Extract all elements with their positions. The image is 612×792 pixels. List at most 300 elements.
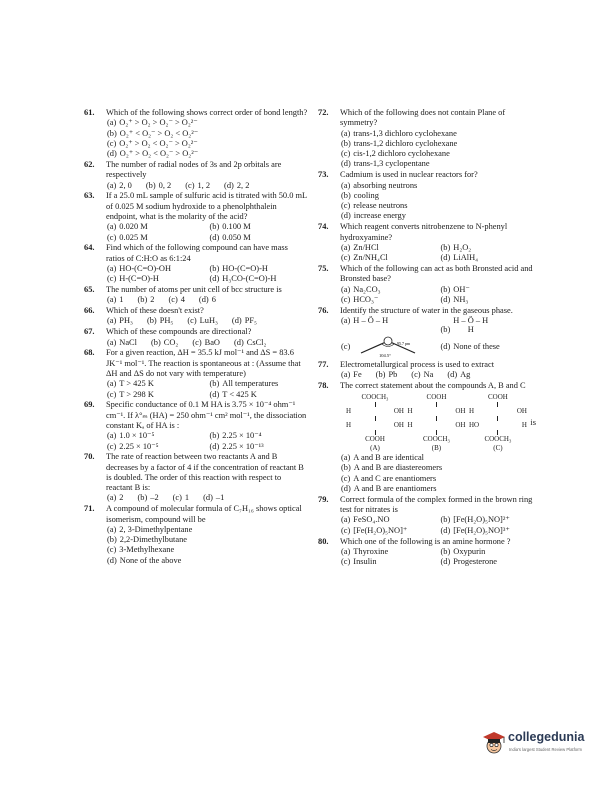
question-71 — [84, 504, 308, 566]
option-label: (a) — [107, 379, 117, 389]
option-c[interactable] — [185, 181, 210, 191]
option-c[interactable] — [341, 474, 536, 484]
question-63 — [84, 191, 308, 242]
option-label: (a) — [107, 180, 117, 190]
option-label: (d) — [341, 211, 351, 221]
option-a[interactable] — [341, 243, 437, 253]
option-d[interactable] — [441, 295, 537, 305]
option-label: (c) — [107, 389, 117, 399]
option-text: 2.25 × 10⁻⁵ — [119, 441, 159, 451]
option-text: OH⁻ — [453, 284, 470, 294]
question-text: The number of radial nodes of 3s and 2p orbitals are respectively — [106, 159, 282, 180]
option-label: (c) — [341, 253, 351, 263]
options-list — [106, 431, 308, 452]
question-text: Which one of the following is an amine hormone ? — [340, 536, 511, 546]
option-d[interactable] — [441, 526, 537, 536]
option-b[interactable] — [441, 316, 537, 335]
option-a[interactable] — [107, 525, 308, 535]
option-text: H – Ö – H — [453, 315, 489, 325]
option-d[interactable] — [441, 557, 537, 567]
option-a[interactable] — [341, 285, 437, 295]
option-c[interactable] — [341, 149, 536, 159]
options-list — [106, 264, 308, 285]
option-label: (a) — [341, 370, 351, 380]
option-c[interactable] — [411, 370, 433, 380]
stereocenter-row — [469, 421, 527, 430]
option-b[interactable] — [137, 493, 158, 503]
option-c[interactable] — [341, 335, 437, 359]
question-69 — [84, 400, 308, 451]
option-label: (b) — [107, 535, 117, 545]
option-text: PF₅ — [244, 316, 257, 326]
question-79 — [318, 495, 536, 536]
option-label: (b) — [375, 370, 386, 380]
right-column — [318, 108, 536, 568]
option-label: (b) — [440, 515, 451, 525]
option-label: (b) — [150, 337, 161, 347]
option-label: (c) — [107, 232, 117, 242]
left-column — [84, 108, 308, 567]
option-label: (b) — [341, 190, 351, 200]
option-b[interactable] — [151, 338, 178, 348]
option-a[interactable] — [107, 431, 206, 441]
bond-length-label: 95.7 pm — [397, 341, 411, 347]
option-text: Thyroxine — [353, 546, 389, 556]
option-text: 0.020 M — [119, 222, 148, 232]
left-group: H — [407, 407, 413, 416]
question-number: 63. — [84, 191, 95, 201]
question-text: If a 25.0 mL sample of sulfuric acid is titrated with 50.0 mL of 0.025 M sodium hydroxide to a phenolphthalein endpoint, what is the molarity of the acid? — [106, 191, 307, 221]
option-d[interactable] — [203, 493, 224, 503]
question-number: 75. — [318, 263, 329, 273]
top-group: COOH — [426, 393, 447, 402]
fischer-projection — [469, 393, 527, 453]
option-text: H₃CO-(C=O)-H — [222, 274, 277, 284]
option-label: (a) — [107, 316, 117, 326]
option-label: (b) — [440, 546, 451, 556]
option-c[interactable] — [341, 557, 437, 567]
option-b[interactable] — [376, 370, 398, 380]
option-text: 0.050 M — [222, 232, 251, 242]
option-label: (a) — [107, 337, 117, 347]
option-label: (d) — [440, 342, 451, 352]
option-d[interactable] — [107, 556, 308, 566]
options-list — [340, 515, 536, 536]
option-a[interactable] — [107, 222, 206, 232]
option-text: trans-1,2 dichloro cyclohexane — [353, 138, 458, 148]
option-text: 1 — [119, 295, 124, 305]
question-number: 71. — [84, 504, 95, 514]
question-text: The correct statement about the compounds A, B and C — [340, 380, 526, 390]
option-b[interactable] — [341, 191, 536, 201]
option-b[interactable] — [441, 243, 537, 253]
option-c[interactable] — [107, 442, 206, 452]
option-a[interactable] — [107, 316, 133, 326]
question-number: 67. — [84, 327, 95, 337]
option-text: [Fe(H₂O)₅NO]²⁺ — [453, 515, 510, 525]
option-d[interactable] — [210, 274, 309, 284]
option-text: CsCl₂ — [246, 337, 267, 347]
options-list — [106, 525, 308, 566]
question-number: 76. — [318, 305, 329, 315]
option-text: 3-Methylhexane — [119, 545, 175, 555]
option-text: 1, 2 — [197, 180, 211, 190]
option-c[interactable] — [192, 338, 220, 348]
option-text: [Fe(H₂O)₅NO]⁺ — [353, 525, 408, 535]
option-label: (d) — [107, 555, 117, 565]
option-label: (b) — [440, 324, 451, 334]
option-text: 4 — [180, 295, 185, 305]
question-text: Identify the structure of water in the gaseous phase. — [340, 305, 513, 315]
option-text: CO₂ — [163, 337, 179, 347]
option-text: increase energy — [353, 211, 406, 221]
option-text: H-(C=O)-H — [119, 274, 159, 284]
option-b[interactable] — [146, 181, 171, 191]
option-text: A and C are enantiomers — [353, 473, 437, 483]
option-text: A and B are identical — [353, 453, 424, 463]
option-label: (b) — [209, 222, 220, 232]
option-label: (d) — [224, 180, 234, 190]
option-label: (b) — [146, 316, 157, 326]
options-list — [340, 453, 536, 494]
option-text: HO-(C=O)-H — [222, 263, 268, 273]
option-d[interactable] — [107, 149, 308, 159]
option-text: A and B are enantiomers — [353, 484, 437, 494]
question-text: For a given reaction, ΔH = 35.5 kJ mol⁻¹ and ΔS = 83.6 JK⁻¹ mol⁻¹. The reaction is spontaneous at : (Assume that ΔH and ΔS do not vary with temperature) — [106, 348, 301, 378]
option-c[interactable] — [107, 139, 308, 149]
option-label: (b) — [209, 263, 220, 273]
question-text: Electrometallurgical process is used to extract — [340, 359, 495, 369]
option-c[interactable] — [173, 493, 189, 503]
brand-name: collegedunia — [508, 730, 585, 744]
option-text: 6 — [211, 295, 216, 305]
top-group: COOH — [488, 393, 508, 402]
option-b[interactable] — [341, 463, 536, 473]
option-c[interactable] — [107, 390, 206, 400]
option-label: (a) — [341, 453, 351, 463]
question-number: 61. — [84, 108, 95, 117]
option-label: (d) — [440, 557, 451, 567]
option-text: 0.025 M — [119, 232, 148, 242]
question-68 — [84, 348, 308, 399]
option-label: (a) — [107, 222, 117, 232]
option-d[interactable] — [210, 233, 309, 243]
question-text: Which of these compounds are directional? — [106, 327, 252, 337]
question-number: 64. — [84, 243, 95, 253]
option-b[interactable] — [210, 379, 309, 389]
option-text: O₂⁺ < O₂⁻ > O₂ < O₂²⁻ — [119, 128, 199, 138]
option-text: release neutrons — [353, 201, 408, 211]
question-text: Which of the following shows correct order of bond length? — [106, 108, 308, 117]
left-group: H — [346, 407, 352, 416]
right-group: OH — [455, 421, 466, 430]
option-text: LuH₃ — [199, 316, 218, 326]
options-list — [340, 181, 536, 222]
option-text: Pb — [388, 370, 398, 380]
option-label: (b) — [145, 180, 156, 190]
option-label: (a) — [107, 431, 117, 441]
question-number: 80. — [318, 536, 329, 546]
option-text: NH₃ — [453, 294, 469, 304]
option-label: (d) — [209, 441, 220, 451]
option-text: O₂⁺ > O₂ < O₂⁻ > O₂²⁻ — [119, 138, 198, 148]
question-number: 77. — [318, 359, 329, 369]
option-b[interactable] — [210, 431, 309, 441]
option-a[interactable] — [107, 295, 123, 305]
water-bent — [453, 316, 488, 334]
fischer-projections — [340, 391, 536, 453]
right-group: OH — [455, 407, 466, 416]
option-d[interactable] — [441, 342, 537, 352]
option-text: [Fe(H₂O)₅NO]³⁺ — [453, 525, 510, 535]
option-a[interactable] — [341, 547, 437, 557]
option-text: FeSO₄.NO — [353, 515, 390, 525]
option-b[interactable] — [341, 139, 536, 149]
option-d[interactable] — [210, 442, 309, 452]
graduation-cap-icon — [482, 728, 506, 756]
option-d[interactable] — [341, 211, 536, 221]
question-number: 70. — [84, 452, 95, 462]
molecule-caption: (A) — [370, 444, 380, 453]
option-d[interactable] — [341, 159, 536, 169]
option-label: (b) — [137, 493, 148, 503]
question-text: Which of these doesn't exist? — [106, 306, 204, 316]
option-label: (d) — [341, 484, 351, 494]
option-label: (a) — [107, 118, 117, 128]
question-66 — [84, 306, 308, 327]
option-text: Fe — [353, 370, 362, 380]
option-label: (c) — [192, 337, 202, 347]
option-label: (a) — [341, 242, 351, 252]
option-text: BaO — [204, 337, 220, 347]
option-label: (c) — [107, 138, 117, 148]
option-text: Na₂CO₃ — [353, 284, 381, 294]
question-text: The rate of reaction between two reactants A and B decreases by a factor of 4 if the concentration of reactant B is doubled. The order of this reaction with respect to reactant B is: — [106, 452, 304, 493]
brand-logo — [482, 728, 612, 768]
option-b[interactable] — [210, 222, 309, 232]
question-number: 68. — [84, 348, 95, 358]
option-label: (b) — [440, 242, 451, 252]
option-label: (c) — [341, 557, 351, 567]
right-group: OH — [516, 407, 527, 416]
left-group: HO — [468, 421, 480, 430]
option-label: (a) — [107, 493, 117, 503]
option-d[interactable] — [447, 370, 470, 380]
option-a[interactable] — [107, 118, 308, 128]
option-label: (d) — [233, 337, 244, 347]
option-label: (c) — [341, 149, 351, 159]
option-d[interactable] — [234, 338, 266, 348]
option-label: (a) — [341, 546, 351, 556]
bottom-group: COOCH₃ — [422, 435, 450, 444]
question-76 — [318, 306, 536, 360]
option-c[interactable] — [168, 295, 184, 305]
options-list — [340, 129, 536, 170]
bond-angle-label: 104.5° — [379, 353, 392, 359]
option-text: T > 425 K — [119, 379, 154, 389]
option-c[interactable] — [107, 274, 206, 284]
option-a[interactable] — [107, 181, 132, 191]
right-group: H — [521, 421, 527, 430]
water-options — [340, 316, 536, 359]
option-text: HO-(C=O)-OH — [119, 263, 172, 273]
option-label: (c) — [168, 295, 178, 305]
question-text: Which reagent converts nitrobenzene to N-phenyl hydroxyamine? — [340, 222, 508, 242]
question-number: 69. — [84, 400, 95, 410]
option-text: All temperatures — [222, 379, 279, 389]
question-65 — [84, 285, 308, 306]
option-label: (b) — [440, 284, 451, 294]
option-text: Oxypurin — [453, 546, 486, 556]
question-number: 72. — [318, 108, 329, 117]
question-text: Specific conductance of 0.1 M HA is 3.75 × 10⁻⁴ ohm⁻¹ cm⁻¹. If λ°ₘ (HA) = 250 ohm⁻¹ cm² mol⁻¹, the dissociation constant Kₐ of HA is : — [106, 400, 307, 430]
option-text: None of the above — [119, 555, 182, 565]
option-a[interactable] — [341, 370, 362, 380]
options-list — [106, 222, 308, 243]
question-70 — [84, 452, 308, 503]
option-c[interactable] — [187, 316, 218, 326]
option-c[interactable] — [341, 201, 536, 211]
option-label: (c) — [107, 274, 117, 284]
option-label: (a) — [341, 128, 351, 138]
question-number: 74. — [318, 222, 329, 232]
question-number: 73. — [318, 170, 329, 180]
option-d[interactable] — [441, 253, 537, 263]
options-list — [340, 547, 536, 568]
option-a[interactable] — [341, 316, 437, 335]
option-label: (c) — [341, 201, 351, 211]
options-list — [106, 181, 308, 191]
option-b[interactable] — [137, 295, 154, 305]
option-label: (b) — [107, 128, 117, 138]
question-text: A compound of molecular formula of C₇H₁₆ shows optical isomerism, compound will be — [106, 504, 302, 524]
option-a[interactable] — [107, 264, 206, 274]
option-label: (d) — [447, 370, 458, 380]
options-list — [106, 295, 308, 305]
option-label: (b) — [341, 138, 351, 148]
option-label: (d) — [440, 253, 451, 263]
option-c[interactable] — [341, 526, 437, 536]
option-text: H – Ö – H — [353, 315, 389, 325]
option-label: (b) — [209, 379, 220, 389]
option-c[interactable] — [341, 295, 437, 305]
options-list — [106, 316, 308, 326]
option-d[interactable] — [224, 181, 249, 191]
option-label: (a) — [341, 315, 351, 325]
option-text: trans-1,3 dichloro cyclohexane — [353, 128, 457, 138]
is-label: is — [530, 417, 536, 427]
options-list — [106, 118, 308, 159]
option-label: (c) — [411, 370, 421, 380]
option-label: (d) — [440, 525, 451, 535]
option-label: (d) — [341, 159, 351, 169]
option-c[interactable] — [107, 233, 206, 243]
question-61 — [84, 108, 308, 159]
right-group: OH — [393, 421, 404, 430]
option-text: 2,2-Dimethylbutane — [119, 535, 187, 545]
option-text: Na — [423, 370, 434, 380]
option-d[interactable] — [232, 316, 257, 326]
option-b[interactable] — [107, 129, 308, 139]
option-label: (b) — [341, 463, 351, 473]
option-text: absorbing neutrons — [353, 180, 418, 190]
option-text: 1.0 × 10⁻⁵ — [119, 431, 155, 441]
option-text: –1 — [215, 493, 225, 503]
stereocenter-row — [469, 407, 527, 416]
option-text: NaCl — [119, 337, 137, 347]
question-number: 78. — [318, 380, 329, 390]
option-text: 1 — [184, 493, 190, 503]
option-text: 2 — [119, 493, 124, 503]
question-72 — [318, 108, 536, 170]
option-label: (a) — [107, 524, 117, 534]
option-a[interactable] — [107, 338, 137, 348]
option-a[interactable] — [341, 181, 536, 191]
option-label: (c) — [341, 525, 351, 535]
option-text: Zn/HCl — [353, 242, 379, 252]
option-label: (d) — [198, 295, 209, 305]
stereocenter-row — [407, 407, 465, 416]
stereocenter-row — [346, 421, 404, 430]
option-label: (b) — [137, 295, 148, 305]
option-b[interactable] — [441, 547, 537, 557]
option-c[interactable] — [341, 253, 437, 263]
bottom-group: COOCH₃ — [484, 435, 512, 444]
option-text: 2 — [150, 295, 155, 305]
question-text: Find which of the following compound can have mass ratios of C:H:O as 6:1:24 — [106, 243, 288, 263]
question-64 — [84, 243, 308, 284]
question-text: Correct formula of the complex formed in the brown ring test for nitrates is — [340, 494, 533, 515]
option-text: –2 — [150, 493, 159, 503]
option-text: 0, 2 — [158, 180, 172, 190]
option-text: H₂O₂ — [453, 242, 472, 252]
question-text: Cadmium is used in nuclear reactors for? — [340, 170, 478, 180]
option-label: (d) — [209, 232, 220, 242]
option-label: (a) — [341, 515, 351, 525]
option-label: (c) — [185, 180, 195, 190]
option-d[interactable] — [199, 295, 216, 305]
option-a[interactable] — [107, 379, 206, 389]
option-a[interactable] — [341, 515, 437, 525]
option-d[interactable] — [341, 484, 536, 494]
option-label: (d) — [203, 493, 213, 503]
options-list — [106, 338, 308, 348]
question-number: 65. — [84, 285, 95, 295]
question-text: The number of atoms per unit cell of bcc structure is — [106, 285, 282, 295]
option-a[interactable] — [341, 453, 536, 463]
option-b[interactable] — [441, 515, 537, 525]
option-a[interactable] — [341, 129, 536, 139]
option-c[interactable] — [107, 545, 308, 555]
fischer-projection — [346, 393, 404, 453]
question-74 — [318, 222, 536, 263]
molecule-caption: (C) — [493, 444, 503, 453]
option-text: T < 425 K — [222, 389, 257, 399]
option-text: LiAlH₄ — [453, 253, 479, 263]
option-text: PH₅ — [159, 316, 174, 326]
option-text: 2.25 × 10⁻¹³ — [222, 441, 264, 451]
option-b[interactable] — [107, 535, 308, 545]
option-d[interactable] — [210, 390, 309, 400]
option-label: (d) — [440, 294, 451, 304]
option-b[interactable] — [441, 285, 537, 295]
option-b[interactable] — [147, 316, 173, 326]
option-label: (a) — [107, 295, 117, 305]
option-b[interactable] — [210, 264, 309, 274]
question-number: 66. — [84, 306, 95, 316]
option-a[interactable] — [107, 493, 123, 503]
question-text: Which of the following does not contain Plane of symmetry? — [340, 108, 506, 128]
